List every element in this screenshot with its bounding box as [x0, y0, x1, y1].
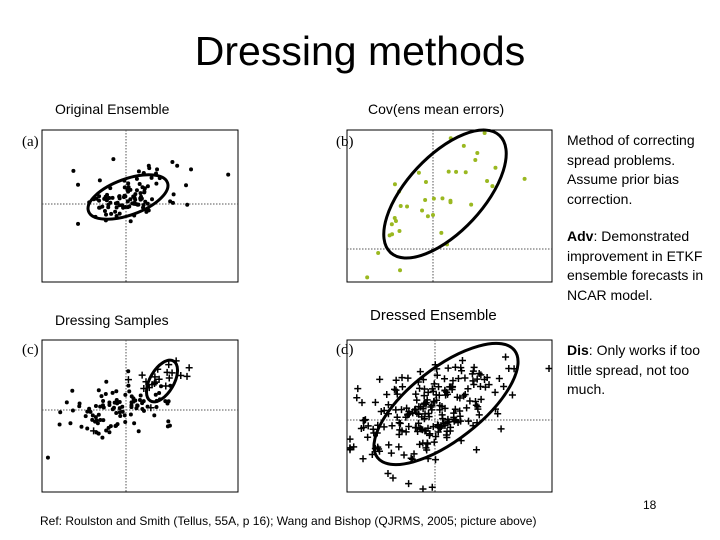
- scatter-point: [129, 219, 133, 223]
- scatter-point: [448, 199, 452, 203]
- scatter-point: [166, 419, 170, 423]
- scatter-point: [136, 203, 140, 207]
- scatter-point: [171, 201, 175, 205]
- scatter-point: [130, 400, 134, 404]
- scatter-point: [388, 233, 392, 237]
- scatter-point: [347, 436, 354, 443]
- scatter-point: [439, 231, 443, 235]
- page-number: 18: [643, 498, 657, 512]
- scatter-point: [147, 166, 151, 170]
- scatter-point: [132, 202, 136, 206]
- scatter-point: [398, 406, 405, 413]
- scatter-point: [184, 373, 191, 380]
- scatter-point: [118, 414, 122, 418]
- scatter-point: [420, 208, 424, 212]
- scatter-point: [364, 434, 371, 441]
- dis-label: Dis: [567, 342, 589, 358]
- side-disadvantage: [567, 341, 717, 400]
- scatter-point: [123, 420, 127, 424]
- scatter-point: [126, 181, 130, 185]
- scatter-point: [168, 424, 172, 428]
- panel-frame: [42, 340, 238, 492]
- scatter-point: [395, 443, 402, 450]
- scatter-point: [111, 391, 115, 395]
- panel-b-cov-ens-mean-errors: [347, 110, 552, 282]
- scatter-point: [98, 206, 102, 210]
- scatter-point: [447, 170, 451, 174]
- scatter-point: [114, 201, 118, 205]
- scatter-point: [389, 422, 396, 429]
- scatter-point: [416, 441, 423, 448]
- scatter-point: [459, 357, 466, 364]
- adv-label: Adv: [567, 228, 594, 244]
- side-advantage: [567, 227, 717, 305]
- scatter-point: [419, 486, 426, 493]
- scatter-point: [441, 375, 448, 382]
- scatter-point: [103, 209, 107, 213]
- scatter-point: [473, 158, 477, 162]
- scatter-point: [384, 470, 391, 477]
- scatter-point: [376, 251, 380, 255]
- scatter-point: [137, 169, 141, 173]
- scatter-point: [372, 399, 379, 406]
- scatter-point: [498, 425, 505, 432]
- scatter-point: [226, 173, 230, 177]
- scatter-point: [399, 204, 403, 208]
- scatter-point: [473, 446, 480, 453]
- scatter-point: [118, 406, 122, 410]
- scatter-point: [405, 480, 412, 487]
- scatter-point: [404, 375, 411, 382]
- reference-text: Ref: Roulston and Smith (Tellus, 55A, p 16); Wang and Bishop (QJRMS, 2005; picture above): [40, 514, 537, 528]
- scatter-point: [485, 179, 489, 183]
- scatter-point: [477, 371, 484, 378]
- scatter-point: [127, 389, 131, 393]
- scatter-point: [423, 198, 427, 202]
- caption-dressing-samples: Dressing Samples: [55, 312, 169, 328]
- scatter-point: [401, 451, 408, 458]
- scatter-point: [58, 422, 62, 426]
- scatter-point: [432, 456, 439, 463]
- scatter-point: [84, 414, 88, 418]
- scatter-point: [154, 405, 158, 409]
- scatter-point: [123, 393, 127, 397]
- adv-text: : Demonstrated improvement in ETKF ensemble forecasts in NCAR model.: [567, 228, 704, 303]
- scatter-point: [139, 191, 143, 195]
- scatter-point: [462, 144, 466, 148]
- scatter-point: [399, 383, 406, 390]
- scatter-point: [383, 391, 390, 398]
- scatter-point: [393, 182, 397, 186]
- scatter-point: [71, 169, 75, 173]
- scatter-point: [138, 196, 142, 200]
- scatter-point: [107, 430, 111, 434]
- scatter-point: [126, 384, 130, 388]
- scatter-point: [477, 383, 484, 390]
- scatter-point: [85, 426, 89, 430]
- scatter-point: [417, 171, 421, 175]
- scatter-point: [111, 157, 115, 161]
- scatter-point: [475, 151, 479, 155]
- scatter-point: [143, 200, 147, 204]
- scatter-point: [500, 383, 507, 390]
- panel-d-dressed-ensemble: [347, 322, 553, 492]
- scatter-point: [432, 197, 436, 201]
- scatter-point: [152, 413, 156, 417]
- scatter-point: [425, 389, 432, 396]
- scatter-point: [150, 197, 154, 201]
- scatter-point: [123, 185, 127, 189]
- scatter-point: [98, 178, 102, 182]
- scatter-point: [65, 400, 69, 404]
- scatter-point: [154, 182, 158, 186]
- scatter-point: [85, 410, 89, 414]
- scatter-point: [464, 170, 468, 174]
- scatter-point: [111, 196, 115, 200]
- scatter-point: [94, 404, 98, 408]
- scatter-point: [142, 409, 146, 413]
- scatter-point: [139, 372, 146, 379]
- scatter-point: [126, 190, 130, 194]
- scatter-point: [393, 216, 397, 220]
- dis-text: : Only works if too little spread, not too much.: [567, 342, 701, 397]
- scatter-point: [154, 393, 158, 397]
- scatter-point: [426, 214, 430, 218]
- scatter-point: [68, 421, 72, 425]
- scatter-point: [130, 394, 134, 398]
- panel-letter-a: (a): [22, 134, 39, 150]
- scatter-point: [470, 381, 477, 388]
- scatter-point: [490, 184, 494, 188]
- scatter-point: [431, 439, 438, 446]
- scatter-point: [405, 204, 409, 208]
- scatter-point: [397, 229, 401, 233]
- scatter-point: [142, 189, 146, 193]
- scatter-point: [353, 394, 360, 401]
- scatter-point: [389, 474, 396, 481]
- scatter-point: [70, 389, 74, 393]
- scatter-point: [71, 409, 75, 413]
- scatter-point: [76, 222, 80, 226]
- scatter-point: [133, 198, 137, 202]
- scatter-point: [134, 406, 138, 410]
- scatter-point: [445, 365, 452, 372]
- scatter-point: [162, 383, 169, 390]
- scatter-point: [466, 397, 473, 404]
- scatter-point: [139, 393, 143, 397]
- panel-letter-d: (d): [336, 342, 354, 358]
- covariance-ellipse: [355, 322, 536, 486]
- scatter-point: [450, 410, 457, 417]
- scatter-point: [454, 170, 458, 174]
- scatter-point: [412, 391, 419, 398]
- scatter-point: [102, 197, 106, 201]
- scatter-point: [104, 213, 108, 217]
- scatter-point: [354, 385, 361, 392]
- scatter-point: [496, 375, 503, 382]
- scatter-point: [101, 418, 105, 422]
- scatter-point: [523, 177, 527, 181]
- scatter-point: [138, 182, 142, 186]
- scatter-point: [135, 188, 139, 192]
- panel-frame: [347, 130, 552, 282]
- scatter-point: [107, 401, 111, 405]
- scatter-point: [360, 455, 367, 462]
- scatter-point: [104, 380, 108, 384]
- scatter-point: [132, 421, 136, 425]
- caption-original-ensemble: Original Ensemble: [55, 101, 170, 117]
- scatter-point: [114, 411, 118, 415]
- scatter-point: [118, 410, 122, 414]
- scatter-point: [175, 164, 179, 168]
- scatter-point: [365, 275, 369, 279]
- scatter-point: [440, 196, 444, 200]
- scatter-point: [465, 418, 472, 425]
- scatter-point: [113, 210, 117, 214]
- scatter-point: [390, 222, 394, 226]
- scatter-point: [115, 205, 119, 209]
- scatter-point: [424, 180, 428, 184]
- scatter-point: [492, 389, 499, 396]
- scatter-point: [546, 365, 553, 372]
- scatter-point: [186, 364, 193, 371]
- scatter-point: [126, 369, 130, 373]
- scatter-point: [101, 403, 105, 407]
- panel-frame: [42, 130, 238, 282]
- scatter-point: [137, 429, 141, 433]
- scatter-point: [461, 374, 468, 381]
- covariance-ellipse: [363, 110, 528, 279]
- panel-letter-c: (c): [22, 342, 39, 358]
- scatter-point: [359, 399, 366, 406]
- scatter-point: [189, 167, 193, 171]
- scatter-point: [114, 389, 118, 393]
- scatter-point: [46, 456, 50, 460]
- panel-letter-b: (b): [336, 134, 354, 150]
- scatter-point: [365, 422, 372, 429]
- scatter-point: [99, 394, 103, 398]
- scatter-point: [126, 205, 130, 209]
- scatter-point: [79, 425, 83, 429]
- slide-title: Dressing methods: [194, 28, 526, 74]
- scatter-point: [473, 402, 480, 409]
- scatter-point: [172, 192, 176, 196]
- scatter-point: [93, 420, 97, 424]
- scatter-point: [417, 368, 424, 375]
- scatter-point: [385, 441, 392, 448]
- caption-cov-errors: Cov(ens mean errors): [368, 101, 505, 117]
- scatter-point: [376, 376, 383, 383]
- scatter-point: [397, 420, 404, 427]
- scatter-point: [502, 354, 509, 361]
- scatter-point: [76, 183, 80, 187]
- scatter-point: [463, 404, 470, 411]
- scatter-point: [100, 436, 104, 440]
- scatter-point: [118, 400, 122, 404]
- panel-c-dressing-samples: [42, 340, 238, 492]
- side-intro: Method of correcting spread problems. Assume prior bias correction.: [567, 132, 695, 207]
- panel-frame: [347, 340, 552, 492]
- scatter-point: [109, 212, 113, 216]
- scatter-point: [97, 388, 101, 392]
- scatter-point: [388, 450, 395, 457]
- scatter-point: [184, 183, 188, 187]
- scatter-point: [104, 392, 108, 396]
- scatter-point: [469, 203, 473, 207]
- scatter-point: [476, 411, 483, 418]
- scatter-point: [58, 410, 62, 414]
- caption-dressed-ensemble: Dressed Ensemble: [370, 307, 497, 324]
- scatter-point: [483, 131, 487, 135]
- scatter-point: [493, 166, 497, 170]
- scatter-point: [170, 160, 174, 164]
- scatter-point: [413, 397, 420, 404]
- scatter-point: [101, 399, 105, 403]
- scatter-point: [416, 385, 423, 392]
- scatter-point: [97, 413, 101, 417]
- scatter-point: [185, 203, 189, 207]
- scatter-point: [393, 387, 400, 394]
- scatter-point: [361, 417, 368, 424]
- scatter-point: [434, 372, 441, 379]
- scatter-point: [431, 213, 435, 217]
- scatter-point: [117, 194, 121, 198]
- scatter-point: [91, 413, 95, 417]
- scatter-point: [113, 424, 117, 428]
- scatter-point: [123, 413, 127, 417]
- scatter-point: [155, 167, 159, 171]
- scatter-point: [97, 199, 101, 203]
- panel-a-original-ensemble: [42, 130, 238, 282]
- scatter-point: [78, 402, 82, 406]
- scatter-point: [167, 399, 171, 403]
- scatter-point: [123, 194, 127, 198]
- scatter-point: [150, 176, 154, 180]
- scatter-point: [106, 203, 110, 207]
- scatter-point: [398, 268, 402, 272]
- scatter-point: [140, 401, 144, 405]
- scatter-point: [509, 391, 516, 398]
- scatter-point: [129, 413, 133, 417]
- scatter-point: [97, 432, 101, 436]
- scatter-point: [111, 407, 115, 411]
